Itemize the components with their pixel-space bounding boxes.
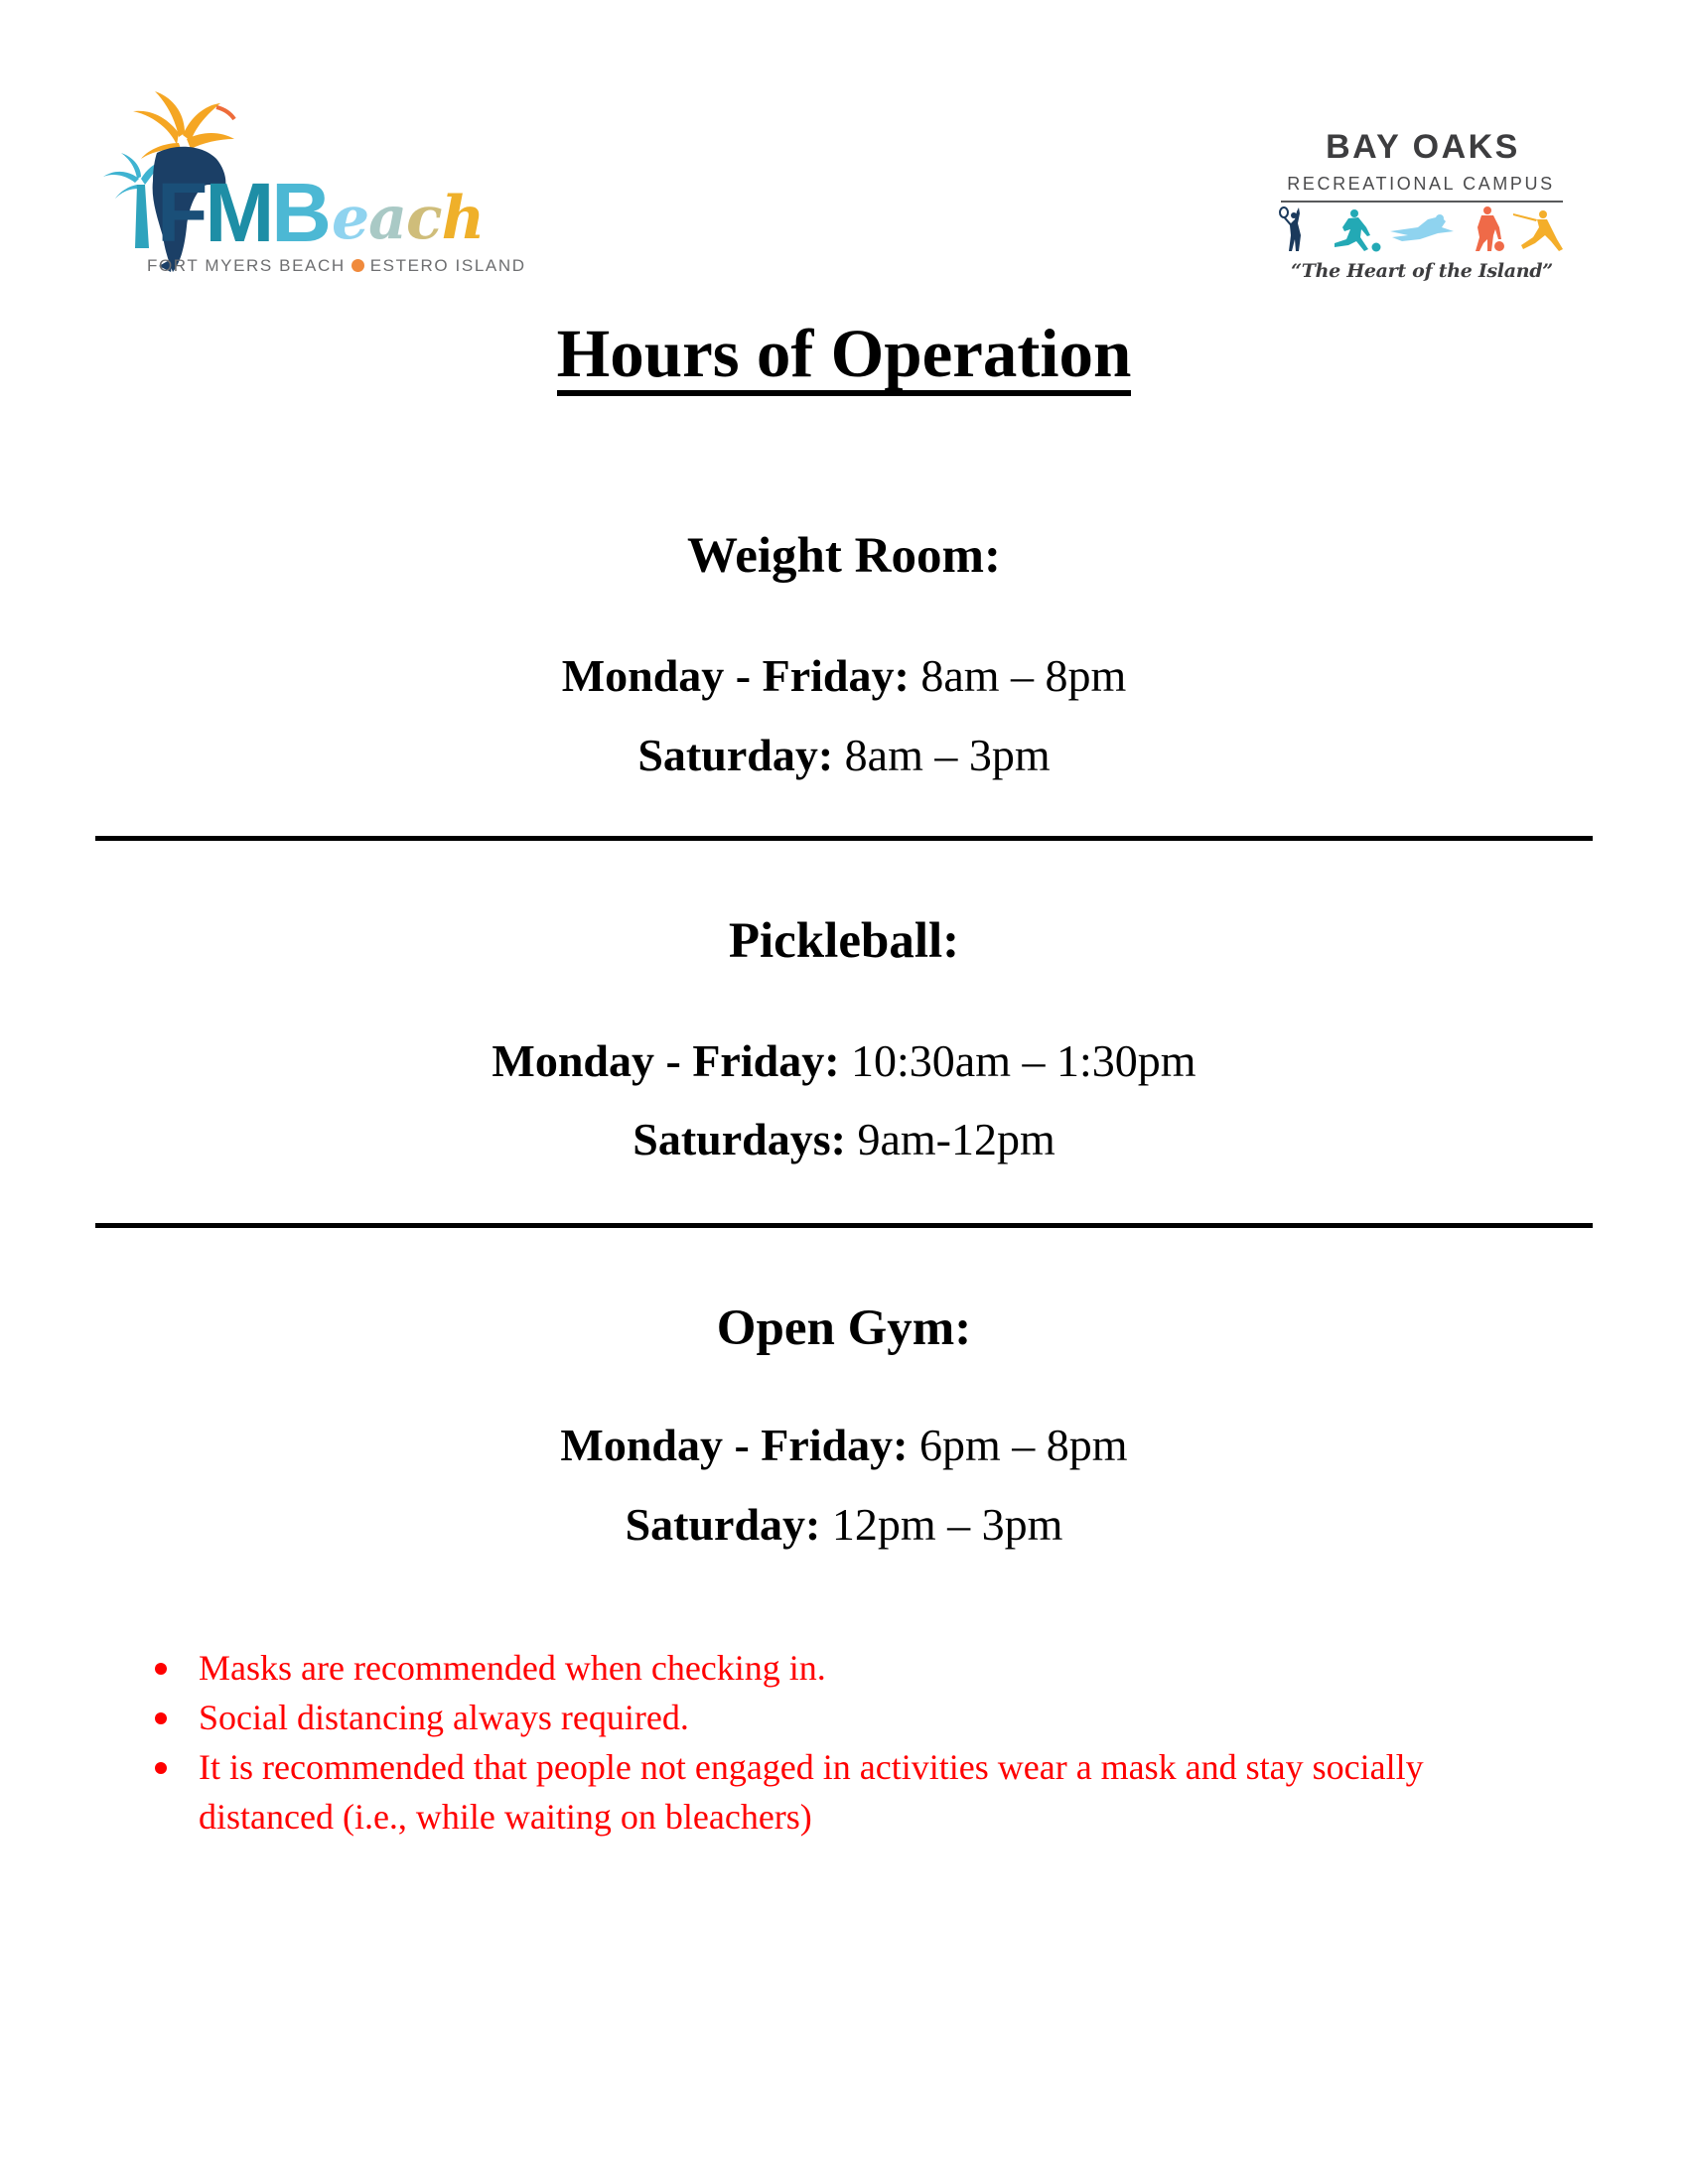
hours-row-pickleball-weekdays [0,1033,1688,1089]
note-item [0,1693,1688,1742]
sport-figures [1279,205,1565,253]
bullet-icon [155,1663,167,1675]
swimmer-icon [1390,214,1454,241]
bay-oaks-title: BAY OAKS [1326,128,1520,166]
section-heading-open-gym: Open Gym: [716,1300,972,1356]
fmbeach-letter-f: F [157,166,206,259]
bay-oaks-subtitle: RECREATIONAL CAMPUS [1287,174,1555,194]
note-text: Masks are recommended when checking in. [199,1648,826,1688]
fmbeach-subtitle [147,256,526,276]
bullet-icon [155,1712,167,1724]
hours-value: 8am – 3pm [833,730,1051,780]
bullet-icon [155,1762,167,1774]
hours-value: 10:30am – 1:30pm [839,1035,1196,1086]
fmbeach-wordmark [157,166,485,259]
bay-oaks-rule [1281,201,1563,203]
hours-row-open-gym-saturday [0,1497,1688,1553]
section-heading-weight-room: Weight Room: [687,528,1001,584]
fmbeach-letter-b: B [271,166,332,259]
note-text: Social distancing always required. [199,1698,689,1737]
note-item [0,1742,1688,1842]
page-title [0,314,1688,396]
bay-oaks-logo [1279,128,1565,290]
hours-value: 6pm – 8pm [908,1420,1128,1470]
soccer-player-icon [1335,209,1381,252]
hours-label: Monday - Friday: [560,1420,909,1470]
section-divider [95,836,1593,841]
hours-row-pickleball-saturdays [0,1112,1688,1167]
hours-row-open-gym-weekdays [0,1418,1688,1473]
note-text-continued: distanced (i.e., while waiting on bleachers) [199,1797,812,1837]
notes-list [0,1643,1688,1842]
hours-value: 8am – 8pm [909,650,1127,701]
section-divider [95,1223,1593,1228]
fmbeach-letter: a [368,184,407,253]
hours-row-weight-room-saturday [0,728,1688,783]
fmbeach-letter-m: M [205,166,272,259]
fmbeach-subtitle-left: FORT MYERS BEACH [147,256,346,275]
hours-label: Saturday: [625,1499,821,1550]
basketball-player-icon [1476,206,1504,251]
fmbeach-subtitle-right: ESTERO ISLAND [369,256,526,275]
fmbeach-letter: e [331,184,369,253]
hours-row-weight-room-weekdays [0,648,1688,704]
hours-value: 12pm – 3pm [820,1499,1063,1550]
page-title-text: Hours of Operation [557,317,1132,396]
fmbeach-letter: c [406,184,442,253]
tennis-player-icon [1280,207,1301,251]
baseball-player-icon [1513,210,1563,251]
hours-value: 9am-12pm [845,1114,1055,1164]
bay-oaks-tagline: “The Heart of the Island” [1291,260,1553,282]
note-text: It is recommended that people not engaged in activities wear a mask and stay socially [199,1747,1424,1787]
hours-label: Monday - Friday: [492,1035,840,1086]
hours-label: Monday - Friday: [561,650,910,701]
fmbeach-logo [99,87,526,281]
hours-label: Saturday: [637,730,834,780]
fmbeach-letter: h [441,184,485,253]
hours-label: Saturdays: [633,1114,846,1164]
section-heading-pickleball: Pickleball: [728,913,960,969]
note-item [0,1643,1688,1693]
star-icon [352,259,364,272]
